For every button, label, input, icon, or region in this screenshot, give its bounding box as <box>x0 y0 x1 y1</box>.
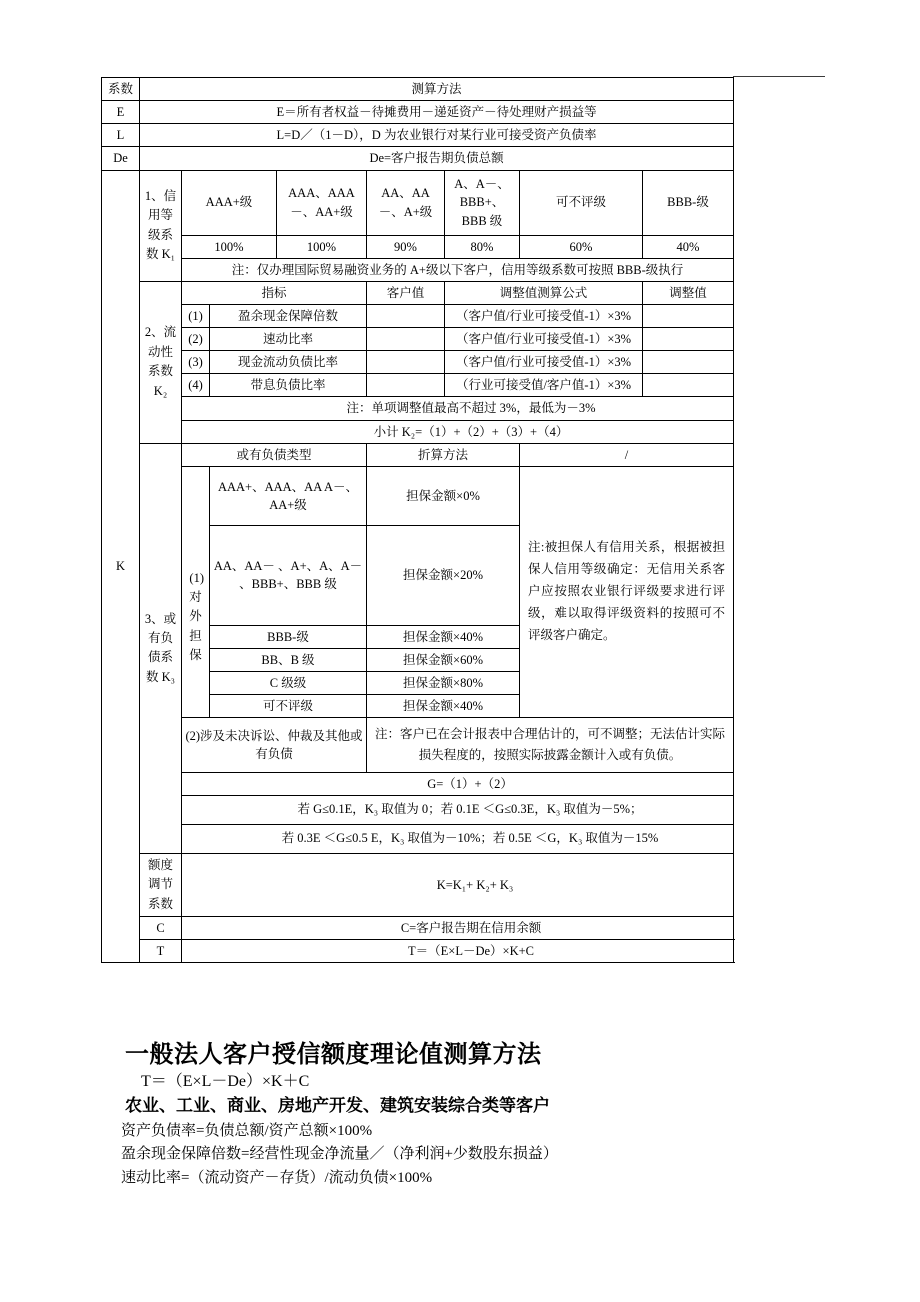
k1-percent-cell-1: 100% <box>277 235 367 258</box>
k2-item-name: 现金流动负债比率 <box>210 351 367 374</box>
k3-guarantee-row <box>102 466 734 525</box>
row-de-formula: De=客户报告期负债总额 <box>140 147 734 170</box>
k1-percent-cell-4: 60% <box>520 235 643 258</box>
table-header-row <box>102 78 734 101</box>
k2-item-customer-value[interactable] <box>367 328 445 351</box>
row-e-coefficient: E <box>102 101 140 124</box>
ratio-line: 速动比率=（流动资产－存货）/流动负债×100% <box>121 1169 433 1186</box>
k3-g-formula: G=（1）+（2） <box>182 773 734 796</box>
k2-header-row <box>102 281 734 304</box>
k2-header-customer-value: 客户值 <box>367 281 445 304</box>
k2-subtotal: 小计 K₂=（1）+（2）+（3）+（4） <box>182 420 734 443</box>
k2-item-customer-value[interactable] <box>367 304 445 327</box>
k3-header-type: 或有负债类型 <box>182 443 367 466</box>
k3-rules-row <box>102 825 734 854</box>
k2-item-row <box>102 374 734 397</box>
k2-item-customer-value[interactable] <box>367 351 445 374</box>
k1-grade-cell-3: A、A－、BBB+、BBB 级 <box>445 170 520 235</box>
k3-grade-cell: 可不评级 <box>210 695 367 718</box>
k3-header-method: 折算方法 <box>367 443 520 466</box>
k2-subtotal-row <box>102 420 734 443</box>
k3-method-cell: 担保金额×40% <box>367 625 520 648</box>
k1-label: 1、信 用等 级系 数 K₁ <box>140 170 182 281</box>
ratio-line: 资产负债率=负债总额/资产总额×100% <box>121 1122 373 1139</box>
k3-side-note: 注:被担保人有信用关系，根据被担保人信用等级确定：无信用关系客户应按照农业银行评级要求进行评级，难以取得评级资料的按照可不评级客户确定。 <box>520 466 734 718</box>
k2-item-formula: （行业可接受值/客户值-1）×3% <box>445 374 643 397</box>
k3-item2-row <box>102 718 734 773</box>
k2-header-adjust-value: 调整值 <box>643 281 734 304</box>
k3-label: 3、或 有负 债系 数 K₃ <box>140 443 182 853</box>
k3-rules-line-1: 若 G≤0.1E，K₃ 取值为 0；若 0.1E ＜G≤0.3E，K₃ 取值为－5%； <box>182 796 734 825</box>
k3-header-slash: / <box>520 443 734 466</box>
k2-item-formula: （客户值/行业可接受值-1）×3% <box>445 328 643 351</box>
k1-note-row <box>102 258 734 281</box>
k3-method-cell: 担保金额×40% <box>367 695 520 718</box>
row-l-formula: L=D／（1－D），D 为农业银行对某行业可接受资产负债率 <box>140 124 734 147</box>
ratio-line: 盈余现金保障倍数=经营性现金净流量／（净利润+少数股东损益） <box>121 1146 558 1163</box>
table-row-e <box>102 101 734 124</box>
k3-grade-cell: BBB-级 <box>210 625 367 648</box>
k2-item-adjust-value[interactable] <box>643 304 734 327</box>
table-row-de <box>102 147 734 170</box>
k2-item-name: 速动比率 <box>210 328 367 351</box>
k3-grade-cell: AA、AA－ 、A+、A、A－ 、BBB+、BBB 级 <box>210 525 367 625</box>
k1-grade-cell-5: BBB-级 <box>643 170 734 235</box>
header-method: 测算方法 <box>140 78 734 101</box>
k1-grade-cell-0: AAA+级 <box>182 170 277 235</box>
k3-header-row <box>102 443 734 466</box>
k2-item-formula: （客户值/行业可接受值-1）×3% <box>445 351 643 374</box>
k3-item2-note: 注：客户已在会计报表中合理估计的，可不调整；无法估计实际损失程度的，按照实际披露金额计入或有负债。 <box>367 718 734 773</box>
table-row-t <box>102 940 734 963</box>
row-t-coefficient: T <box>140 940 182 963</box>
k2-note: 注：单项调整值最高不超过 3%，最低为－3% <box>182 397 734 420</box>
k3-method-cell: 担保金额×0% <box>367 466 520 525</box>
k2-item-row <box>102 328 734 351</box>
k1-percent-row <box>102 235 734 258</box>
k1-grade-cell-2: AA、AA－、A+级 <box>367 170 445 235</box>
k3-method-cell: 担保金额×60% <box>367 648 520 671</box>
k3-grade-cell: AAA+、AAA、AA A－、AA+级 <box>210 466 367 525</box>
k3-grade-cell: BB、B 级 <box>210 648 367 671</box>
k3-guarantee-label: (1) 对外 担保 <box>182 466 210 718</box>
k1-percent-cell-3: 80% <box>445 235 520 258</box>
table-row-l <box>102 124 734 147</box>
k-adjust-formula: K=K₁+ K₂+ K₃ <box>182 853 734 916</box>
k1-percent-cell-2: 90% <box>367 235 445 258</box>
credit-limit-calculation-table <box>101 77 734 963</box>
row-c-formula: C=客户报告期在信用余额 <box>182 917 734 940</box>
k3-method-cell: 担保金额×80% <box>367 672 520 695</box>
row-l-coefficient: L <box>102 124 140 147</box>
k1-percent-cell-5: 40% <box>643 235 734 258</box>
k2-note-row <box>102 397 734 420</box>
row-k-coefficient: K <box>102 170 140 963</box>
k3-method-cell: 担保金额×20% <box>367 525 520 625</box>
k2-item-name: 带息负债比率 <box>210 374 367 397</box>
k1-grade-cell-4: 可不评级 <box>520 170 643 235</box>
k2-item-name: 盈余现金保障倍数 <box>210 304 367 327</box>
k3-rules-row <box>102 796 734 825</box>
k2-item-formula: （客户值/行业可接受值-1）×3% <box>445 304 643 327</box>
k1-grades-row <box>102 170 734 235</box>
table-row-c <box>102 917 734 940</box>
k-adjust-label: 额度 调节 系数 <box>140 853 182 916</box>
header-rule <box>733 76 825 77</box>
k3-g-formula-row <box>102 773 734 796</box>
k2-header-indicator: 指标 <box>182 281 367 304</box>
k2-item-row <box>102 304 734 327</box>
k2-label: 2、流 动性 系数 K₂ <box>140 281 182 443</box>
below-table-content <box>101 1040 861 1190</box>
document-title: 一般法人客户授信额度理论值测算方法 <box>125 1042 542 1068</box>
k2-item-no: (4) <box>182 374 210 397</box>
k2-item-no: (2) <box>182 328 210 351</box>
k2-header-formula: 调整值测算公式 <box>445 281 643 304</box>
row-t-formula: T＝（E×L－De）×K+C <box>182 940 734 963</box>
row-de-coefficient: De <box>102 147 140 170</box>
k2-item-adjust-value[interactable] <box>643 374 734 397</box>
row-e-formula: E＝所有者权益－待摊费用－递延资产－待处理财产损益等 <box>140 101 734 124</box>
k1-percent-cell-0: 100% <box>182 235 277 258</box>
header-coefficient: 系数 <box>102 78 140 101</box>
row-c-coefficient: C <box>140 917 182 940</box>
k1-grade-cell-1: AAA、AAA－、AA+级 <box>277 170 367 235</box>
k3-grade-cell: C 级级 <box>210 672 367 695</box>
main-formula: T＝（E×L－De）×K＋C <box>141 1073 310 1090</box>
k-adjust-row <box>102 853 734 916</box>
k2-item-no: (3) <box>182 351 210 374</box>
k2-item-adjust-value[interactable] <box>643 351 734 374</box>
k3-rules-line-2: 若 0.3E ＜G≤0.5 E，K₃ 取值为－10%；若 0.5E ＜G，K₃ 取值为－15% <box>182 825 734 854</box>
k2-item-adjust-value[interactable] <box>643 328 734 351</box>
k2-item-customer-value[interactable] <box>367 374 445 397</box>
customer-category-subtitle: 农业、工业、商业、房地产开发、建筑安装综合类等客户 <box>125 1095 550 1115</box>
k3-item2-label: (2)涉及未决诉讼、仲裁及其他或有负债 <box>182 718 367 773</box>
k2-item-no: (1) <box>182 304 210 327</box>
k1-note: 注：仅办理国际贸易融资业务的 A+级以下客户，信用等级系数可按照 BBB-级执行 <box>182 258 734 281</box>
k2-item-row <box>102 351 734 374</box>
